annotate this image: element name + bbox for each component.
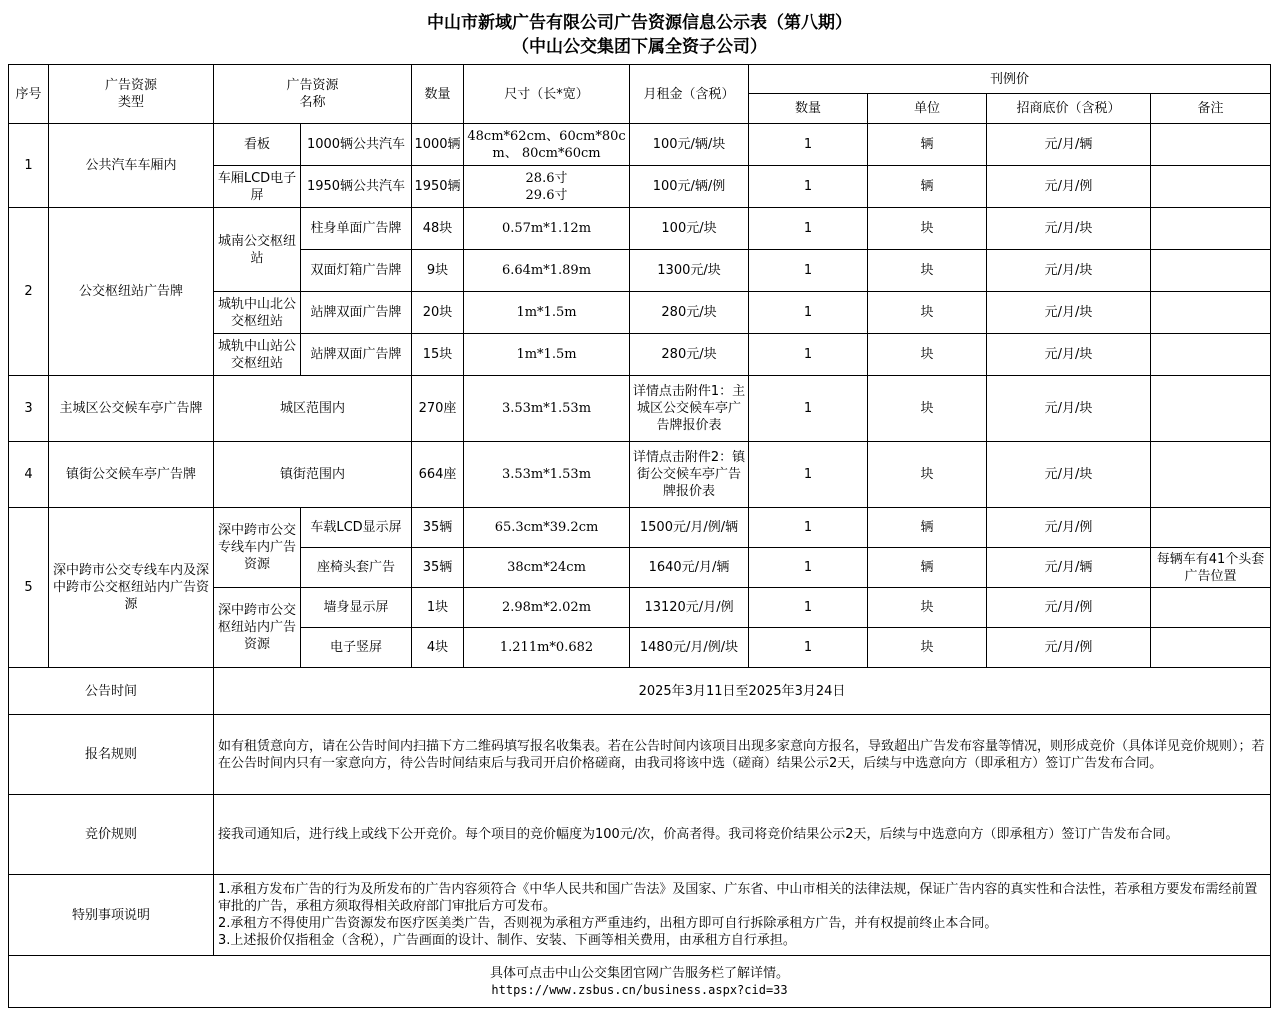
header-monthly-rent: 月租金（含税） xyxy=(630,65,749,124)
row-quantity: 1000辆 xyxy=(412,124,464,166)
row-name-secondary: 墙身显示屏 xyxy=(301,588,412,628)
row-remark xyxy=(1151,292,1271,334)
row-quantity: 35辆 xyxy=(412,508,464,548)
row-rate-quantity: 1 xyxy=(749,208,868,250)
registration-row xyxy=(9,715,1271,795)
row-unit: 块 xyxy=(868,376,987,442)
row-rate-quantity: 1 xyxy=(749,588,868,628)
row-remark xyxy=(1151,588,1271,628)
row-remark xyxy=(1151,334,1271,376)
row-unit: 块 xyxy=(868,250,987,292)
row-type: 深中跨市公交专线车内及深中跨市公交枢纽站内广告资源 xyxy=(49,508,214,668)
row-size: 48cm*62cm、60cm*80cm、 80cm*60cm xyxy=(464,124,630,166)
row-size: 65.3cm*39.2cm xyxy=(464,508,630,548)
row-quantity: 48块 xyxy=(412,208,464,250)
row-remark xyxy=(1151,208,1271,250)
row-name-primary: 深中跨市公交专线车内广告资源 xyxy=(214,508,301,588)
row-type: 公共汽车车厢内 xyxy=(49,124,214,208)
footer-row xyxy=(9,956,1271,1008)
row-rent: 100元/辆/例 xyxy=(630,166,749,208)
row-size: 1.211m*0.682 xyxy=(464,628,630,668)
footer-cell xyxy=(9,956,1271,1008)
row-remark xyxy=(1151,166,1271,208)
table-row xyxy=(9,124,1271,166)
special-label: 特别事项说明 xyxy=(9,875,214,956)
row-rent: 13120元/月/例 xyxy=(630,588,749,628)
row-quantity: 1950辆 xyxy=(412,166,464,208)
header-resource-name: 广告资源 名称 xyxy=(214,65,412,124)
row-unit: 块 xyxy=(868,292,987,334)
row-unit: 块 xyxy=(868,588,987,628)
row-remark xyxy=(1151,376,1271,442)
table-row xyxy=(9,442,1271,508)
row-base-price: 元/月/例 xyxy=(987,628,1151,668)
header-remark: 备注 xyxy=(1151,94,1271,124)
row-rent: 1480元/月/例/块 xyxy=(630,628,749,668)
row-quantity: 35辆 xyxy=(412,548,464,588)
row-quantity: 1块 xyxy=(412,588,464,628)
row-remark xyxy=(1151,442,1271,508)
row-rent: 1640元/月/辆 xyxy=(630,548,749,588)
row-name-secondary: 座椅头套广告 xyxy=(301,548,412,588)
row-name-secondary: 站牌双面广告牌 xyxy=(301,334,412,376)
notice-row xyxy=(9,668,1271,715)
row-rate-quantity: 1 xyxy=(749,250,868,292)
row-base-price: 元/月/块 xyxy=(987,208,1151,250)
row-rate-quantity: 1 xyxy=(749,628,868,668)
row-type: 主城区公交候车亭广告牌 xyxy=(49,376,214,442)
special-row xyxy=(9,875,1271,956)
row-size: 28.6寸 29.6寸 xyxy=(464,166,630,208)
row-base-price: 元/月/辆 xyxy=(987,124,1151,166)
row-name-primary: 城轨中山北公交枢纽站 xyxy=(214,292,301,334)
row-quantity: 664座 xyxy=(412,442,464,508)
row-rate-quantity: 1 xyxy=(749,376,868,442)
row-base-price: 元/月/例 xyxy=(987,508,1151,548)
header-rate-base-price: 招商底价（含税） xyxy=(987,94,1151,124)
footer-url-link[interactable]: https://www.zsbus.cn/business.aspx?cid=33 xyxy=(491,982,788,997)
row-quantity: 20块 xyxy=(412,292,464,334)
header-rate-unit: 单位 xyxy=(868,94,987,124)
row-size: 3.53m*1.53m xyxy=(464,442,630,508)
row-rate-quantity: 1 xyxy=(749,442,868,508)
row-rate-quantity: 1 xyxy=(749,548,868,588)
special-item: 3.上述报价仅指租金（含税），广告画面的设计、制作、安装、下画等相关费用，由承租方自行承担。 xyxy=(218,933,796,948)
row-name-primary: 深中跨市公交枢纽站内广告资源 xyxy=(214,588,301,668)
row-base-price: 元/月/块 xyxy=(987,292,1151,334)
row-name-secondary: 1000辆公共汽车 xyxy=(301,124,412,166)
header-size: 尺寸（长*宽） xyxy=(464,65,630,124)
header-seq: 序号 xyxy=(9,65,49,124)
row-rent-attachment-link[interactable]: 详情点击附件2：镇街公交候车亭广告牌报价表 xyxy=(630,442,749,508)
row-rate-quantity: 1 xyxy=(749,124,868,166)
row-unit: 辆 xyxy=(868,124,987,166)
row-quantity: 270座 xyxy=(412,376,464,442)
row-base-price: 元/月/块 xyxy=(987,250,1151,292)
row-name-secondary: 双面灯箱广告牌 xyxy=(301,250,412,292)
row-remark xyxy=(1151,508,1271,548)
bidding-row xyxy=(9,795,1271,875)
row-unit: 辆 xyxy=(868,548,987,588)
table-row xyxy=(9,508,1271,548)
row-name: 城区范围内 xyxy=(214,376,412,442)
row-rent: 100元/辆/块 xyxy=(630,124,749,166)
bidding-label: 竞价规则 xyxy=(9,795,214,875)
row-base-price: 元/月/辆 xyxy=(987,548,1151,588)
row-remark xyxy=(1151,124,1271,166)
row-size: 2.98m*2.02m xyxy=(464,588,630,628)
row-unit: 辆 xyxy=(868,166,987,208)
row-rent-attachment-link[interactable]: 详情点击附件1：主城区公交候车亭广告牌报价表 xyxy=(630,376,749,442)
page-title: 中山市新域广告有限公司广告资源信息公示表（第八期） xyxy=(427,13,852,33)
row-name-primary: 车厢LCD电子屏 xyxy=(214,166,301,208)
row-base-price: 元/月/块 xyxy=(987,442,1151,508)
row-name-primary: 城南公交枢纽站 xyxy=(214,208,301,292)
row-type: 公交枢纽站广告牌 xyxy=(49,208,214,376)
notice-value: 2025年3月11日至2025年3月24日 xyxy=(214,668,1271,715)
row-unit: 块 xyxy=(868,442,987,508)
row-rate-quantity: 1 xyxy=(749,292,868,334)
row-size: 0.57m*1.12m xyxy=(464,208,630,250)
row-rent: 100元/块 xyxy=(630,208,749,250)
footer-text: 具体可点击中山公交集团官网广告服务栏了解详情。 xyxy=(490,965,790,981)
row-name-primary: 看板 xyxy=(214,124,301,166)
row-quantity: 9块 xyxy=(412,250,464,292)
row-base-price: 元/月/例 xyxy=(987,166,1151,208)
row-unit: 块 xyxy=(868,334,987,376)
row-unit: 块 xyxy=(868,628,987,668)
row-name-secondary: 电子竖屏 xyxy=(301,628,412,668)
row-base-price: 元/月/例 xyxy=(987,588,1151,628)
row-name-secondary: 站牌双面广告牌 xyxy=(301,292,412,334)
row-seq: 3 xyxy=(9,376,49,442)
ad-resource-table xyxy=(8,64,1271,1008)
row-size: 3.53m*1.53m xyxy=(464,376,630,442)
header-quantity: 数量 xyxy=(412,65,464,124)
special-items xyxy=(214,875,1271,956)
row-name: 镇街范围内 xyxy=(214,442,412,508)
row-quantity: 15块 xyxy=(412,334,464,376)
special-item: 1.承租方发布广告的行为及所发布的广告内容须符合《中华人民共和国广告法》及国家、广东省、中山市相关的法律法规，保证广告内容的真实性和合法性，若承租方要发布需经前置审批的广告，承租方须取得相关政府部门审批后方可发布。 xyxy=(218,882,1258,914)
notice-label: 公告时间 xyxy=(9,668,214,715)
row-base-price: 元/月/块 xyxy=(987,334,1151,376)
row-remark xyxy=(1151,250,1271,292)
row-rent: 1500元/月/例/辆 xyxy=(630,508,749,548)
row-size: 1m*1.5m xyxy=(464,292,630,334)
row-rate-quantity: 1 xyxy=(749,508,868,548)
row-name-secondary: 1950辆公共汽车 xyxy=(301,166,412,208)
row-seq: 1 xyxy=(9,124,49,208)
row-seq: 4 xyxy=(9,442,49,508)
row-rent: 280元/块 xyxy=(630,334,749,376)
row-base-price: 元/月/块 xyxy=(987,376,1151,442)
row-remark xyxy=(1151,628,1271,668)
row-rate-quantity: 1 xyxy=(749,166,868,208)
row-unit: 块 xyxy=(868,208,987,250)
header-rate-group: 刊例价 xyxy=(749,65,1271,94)
page-subtitle: （中山公交集团下属全资子公司） xyxy=(512,37,767,57)
row-name-primary: 城轨中山站公交枢纽站 xyxy=(214,334,301,376)
special-item: 2.承租方不得使用广告资源发布医疗医美类广告，否则视为承租方严重违约，出租方即可自行拆除承租方广告，并有权提前终止本合同。 xyxy=(218,916,998,931)
row-quantity: 4块 xyxy=(412,628,464,668)
table-row xyxy=(9,208,1271,250)
row-rent: 280元/块 xyxy=(630,292,749,334)
row-seq: 2 xyxy=(9,208,49,376)
row-rent: 1300元/块 xyxy=(630,250,749,292)
table-row xyxy=(9,376,1271,442)
header-resource-type: 广告资源 类型 xyxy=(49,65,214,124)
registration-label: 报名规则 xyxy=(9,715,214,795)
row-size: 1m*1.5m xyxy=(464,334,630,376)
registration-text: 如有租赁意向方，请在公告时间内扫描下方二维码填写报名收集表。若在公告时间内该项目出现多家意向方报名，导致超出广告发布容量等情况，则形成竞价（具体详见竞价规则）；若在公告时间内只有一家意向方，待公告时间结束后与我司开启价格磋商，由我司将该中选（磋商）结果公示2天，后续与中选意向方（即承租方）签订广告发布合同。 xyxy=(214,715,1271,795)
row-name-secondary: 车载LCD显示屏 xyxy=(301,508,412,548)
row-seq: 5 xyxy=(9,508,49,668)
bidding-text: 接我司通知后，进行线上或线下公开竞价。每个项目的竞价幅度为100元/次，价高者得。我司将竞价结果公示2天，后续与中选意向方（即承租方）签订广告发布合同。 xyxy=(214,795,1271,875)
row-unit: 辆 xyxy=(868,508,987,548)
header-rate-quantity: 数量 xyxy=(749,94,868,124)
row-type: 镇街公交候车亭广告牌 xyxy=(49,442,214,508)
row-size: 6.64m*1.89m xyxy=(464,250,630,292)
row-remark: 每辆车有41个头套广告位置 xyxy=(1151,548,1271,588)
row-name-secondary: 柱身单面广告牌 xyxy=(301,208,412,250)
row-rate-quantity: 1 xyxy=(749,334,868,376)
row-size: 38cm*24cm xyxy=(464,548,630,588)
